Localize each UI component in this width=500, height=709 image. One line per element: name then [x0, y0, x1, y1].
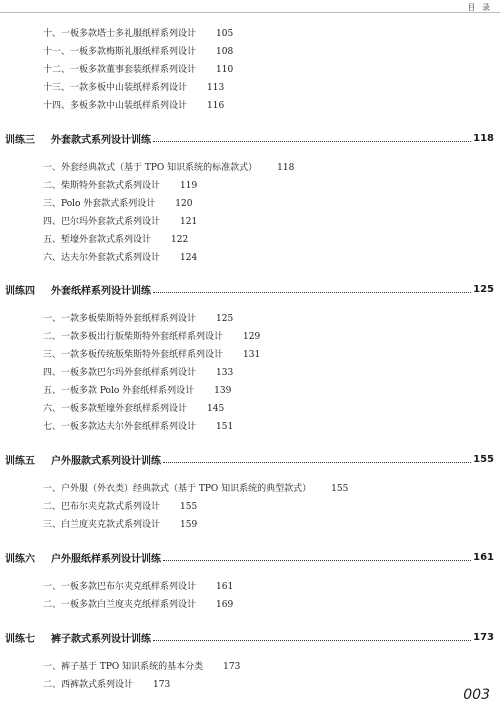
entry-label: 三、一款多板传统版柴斯特外套纸样系列设计 [43, 350, 224, 360]
entry-page: 133 [216, 368, 234, 378]
dot-leader [153, 639, 471, 641]
toc-entry[interactable] [43, 64, 233, 76]
toc-entry[interactable] [43, 421, 233, 433]
dot-leader [153, 140, 471, 142]
section-page: 161 [473, 551, 494, 563]
entry-label: 一、裤子基于 TPO 知识系统的基本分类 [43, 662, 204, 672]
section-heading[interactable] [5, 452, 494, 466]
dot-leader [153, 291, 471, 293]
entry-page: 151 [216, 422, 234, 432]
toc-entry[interactable] [43, 216, 197, 228]
toc-entry[interactable] [43, 28, 233, 40]
entry-page: 155 [331, 484, 349, 494]
entry-page: 110 [216, 65, 234, 75]
entry-page: 159 [180, 520, 198, 530]
entry-label: 十、一板多款塔士多礼服纸样系列设计 [43, 29, 197, 39]
entry-label: 三、Polo 外套款式系列设计 [43, 199, 156, 209]
section-number: 训练三 [5, 134, 35, 146]
entry-label: 一、外套经典款式（基于 TPO 知识系统的标准款式） [43, 163, 258, 173]
entry-page: 116 [207, 101, 225, 111]
section-title: 户外服款式系列设计训练 [51, 455, 161, 467]
section-number: 训练七 [5, 633, 35, 645]
section-page: 173 [473, 631, 494, 643]
entry-label: 二、一款多板出行版柴斯特外套纸样系列设计 [43, 332, 224, 342]
toc-entry[interactable] [43, 198, 192, 210]
entry-label: 五、一板多款 Polo 外套纸样系列设计 [43, 386, 195, 396]
entry-label: 二、一板多款白兰度夹克纸样系列设计 [43, 600, 197, 610]
entry-label: 二、西裤款式系列设计 [43, 680, 134, 690]
entry-label: 三、白兰度夹克款式系列设计 [43, 520, 161, 530]
entry-page: 105 [216, 29, 234, 39]
section-title: 户外服纸样系列设计训练 [51, 553, 161, 565]
section-heading[interactable] [5, 131, 494, 145]
entry-page: 161 [216, 582, 234, 592]
entry-page: 118 [277, 163, 295, 173]
entry-page: 120 [175, 199, 193, 209]
entry-page: 173 [153, 680, 171, 690]
toc-entry[interactable] [43, 180, 197, 192]
entry-label: 七、一板多款达夫尔外套纸样系列设计 [43, 422, 197, 432]
entry-label: 一、一板多款巴布尔夹克纸样系列设计 [43, 582, 197, 592]
toc-entry[interactable] [43, 519, 197, 531]
entry-label: 六、一板多款堑壕外套纸样系列设计 [43, 404, 188, 414]
entry-label: 二、柴斯特外套款式系列设计 [43, 181, 161, 191]
entry-label: 十三、一款多板中山装纸样系列设计 [43, 83, 188, 93]
toc-entry[interactable] [43, 331, 260, 343]
section-title: 外套款式系列设计训练 [51, 134, 151, 146]
entry-page: 113 [207, 83, 225, 93]
entry-label: 一、一款多板柴斯特外套纸样系列设计 [43, 314, 197, 324]
toc-entry[interactable] [43, 367, 233, 379]
toc-entry[interactable] [43, 252, 197, 264]
toc-entry[interactable] [43, 349, 260, 361]
entry-label: 六、达夫尔外套款式系列设计 [43, 253, 161, 263]
entry-page: 121 [180, 217, 198, 227]
entry-label: 四、巴尔玛外套款式系列设计 [43, 217, 161, 227]
header-rule [0, 12, 500, 13]
entry-label: 四、一板多款巴尔玛外套纸样系列设计 [43, 368, 197, 378]
entry-label: 五、堑壕外套款式系列设计 [43, 235, 152, 245]
entry-label: 二、巴布尔夹克款式系列设计 [43, 502, 161, 512]
entry-page: 125 [216, 314, 234, 324]
entry-label: 十二、一板多款董事套装纸样系列设计 [43, 65, 197, 75]
entry-page: 155 [180, 502, 198, 512]
entry-page: 108 [216, 47, 234, 57]
toc-entry[interactable] [43, 599, 233, 611]
entry-page: 173 [223, 662, 241, 672]
entry-page: 145 [207, 404, 225, 414]
entry-page: 169 [216, 600, 234, 610]
section-number: 训练五 [5, 455, 35, 467]
toc-entry[interactable] [43, 234, 188, 246]
toc-entry[interactable] [43, 385, 231, 397]
entry-label: 十一、一板多款梅斯礼服纸样系列设计 [43, 47, 197, 57]
page-header: 目 录 [467, 3, 492, 12]
section-heading[interactable] [5, 630, 494, 644]
toc-entry[interactable] [43, 46, 233, 58]
entry-page: 139 [214, 386, 232, 396]
toc-entry[interactable] [43, 501, 197, 513]
entry-page: 122 [171, 235, 189, 245]
section-heading[interactable] [5, 550, 494, 564]
toc-entry[interactable] [43, 82, 224, 94]
section-number: 训练四 [5, 285, 35, 297]
section-page: 118 [473, 132, 494, 144]
section-title: 外套纸样系列设计训练 [51, 285, 151, 297]
section-number: 训练六 [5, 553, 35, 565]
page-number: 003 [463, 687, 490, 703]
section-page: 155 [473, 453, 494, 465]
section-heading[interactable] [5, 282, 494, 296]
entry-page: 124 [180, 253, 198, 263]
entry-label: 一、户外服（外衣类）经典款式（基于 TPO 知识系统的典型款式） [43, 484, 312, 494]
entry-label: 十四、多板多款中山装纸样系列设计 [43, 101, 188, 111]
toc-entry[interactable] [43, 100, 224, 112]
toc-entry[interactable] [43, 679, 170, 691]
section-page: 125 [473, 283, 494, 295]
toc-entry[interactable] [43, 581, 233, 593]
dot-leader [163, 461, 471, 463]
dot-leader [163, 559, 471, 561]
entry-page: 131 [243, 350, 261, 360]
toc-entry[interactable] [43, 162, 294, 174]
section-title: 裤子款式系列设计训练 [51, 633, 151, 645]
entry-page: 129 [243, 332, 261, 342]
toc-entry[interactable] [43, 483, 348, 495]
entry-page: 119 [180, 181, 198, 191]
toc-entry[interactable] [43, 403, 224, 415]
toc-entry[interactable] [43, 313, 233, 325]
toc-entry[interactable] [43, 661, 240, 673]
